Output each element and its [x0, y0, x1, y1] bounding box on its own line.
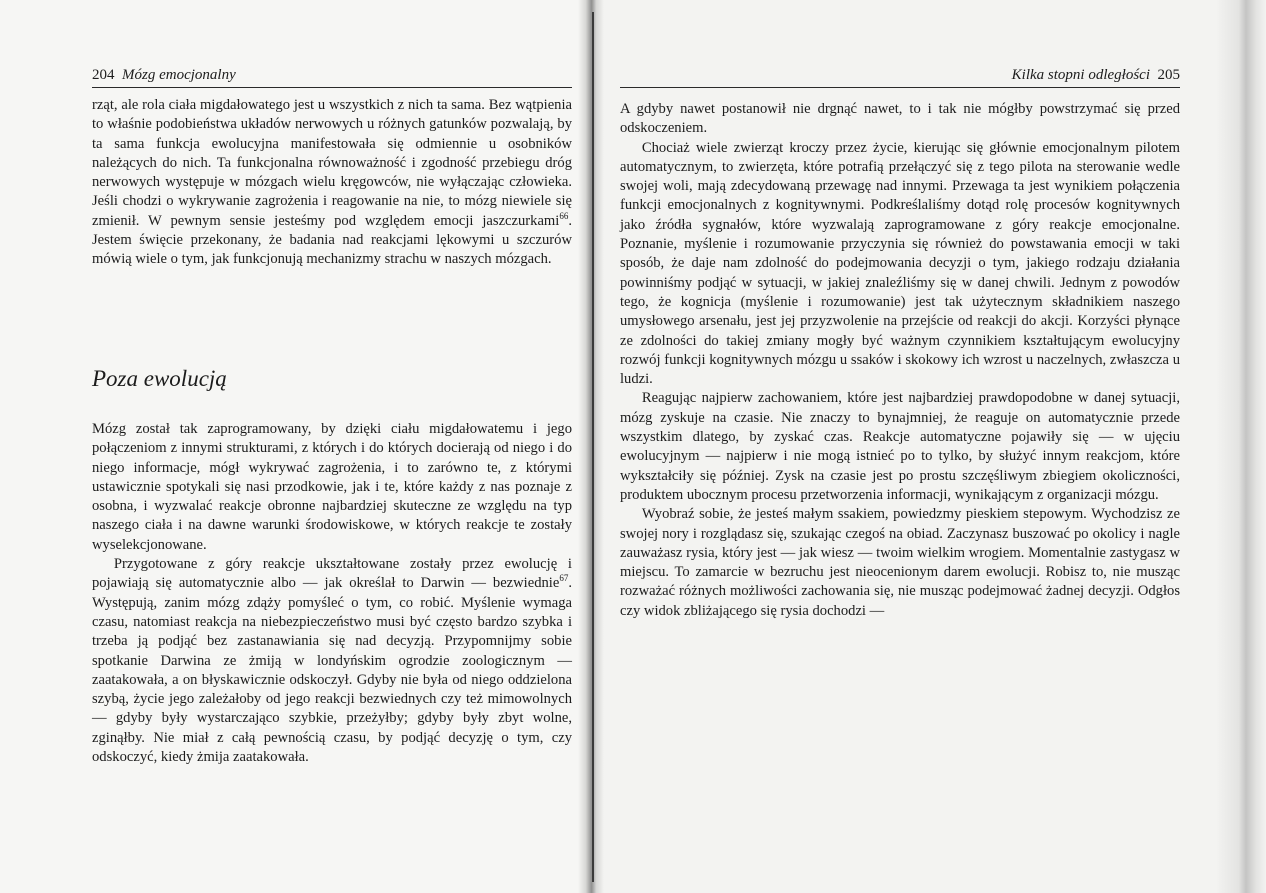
right-paragraph-3: Reagując najpierw zachowaniem, które jest najbardziej prawdopodobne w danej sytuacji, mózg zyskuje na czasie. Nie znaczy to bynajmniej, że reaguje on automatycznie przede wszystkim dlatego, by zyskać czas. Reakcje automatyczne pojawiły się — w ujęciu ewolucyjnym — najpierw i nie mogą istnieć po to tylko, by służyć innym reakcjom, które wykształciły się później. Zysk na czasie jest po prostu szczęśliwym zbiegiem okoliczności, produktem ubocznym procesu przetworzenia informacji, wynikającym z organizacji mózgu. — [620, 390, 1180, 503]
right-body — [620, 100, 1180, 621]
left-paragraph-3: Przygotowane z góry reakcje ukształtowane zostały przez ewolucję i pojawiają się automatycznie albo — jak określał to Darwin — bezwiednie$^{67}$. Występują, zanim mózg zdąży pomyśleć o tym, co robić. Myślenie wymaga czasu, natomiast reakcja na niebezpieczeństwo musi być często bardzo szybka i trzeba ją podjąć bez zastanawiania się nad decyzją. Przypomnijmy sobie spotkanie Darwina ze żmiją w londyńskim ogrodzie zoologicznym — zaatakowała, a on błyskawicznie odskoczył. Gdyby nie była od niego oddzielona szybą, życie jego zależałoby od jego reakcji bezwiednych czy też mimowolnych — gdyby były wystarczająco szybkie, przeżyłby; gdyby były zbyt wolne, zginąłby. Nie miał z całą pewnością czasu, by podjąć decyzję o tym, czy odskoczyć, kiedy żmija zaatakowała. — [92, 556, 572, 766]
left-section-body — [92, 420, 572, 767]
left-page-number: 204 — [92, 67, 115, 83]
left-paragraph-2: Mózg został tak zaprogramowany, by dzięki ciału migdałowatemu i jego połączeniom z innymi strukturami, z których i do których docierają od niego i do niego informacje, mógł wykrywać zagrożenia, i to zarówno te, z którymi ustawicznie spotykali się nasi przodkowie, jak i te, które każdy z nas poznaje z osobna, i wyzwalać reakcje obronne najbardziej skuteczne ze względu na typ naszego ciała i na dawne warunki środowiskowe, w których reakcje te zostały wyselekcjonowane. — [92, 421, 572, 553]
footnote-ref-66: 66 — [559, 210, 569, 221]
section-heading: Poza ewolucją — [92, 366, 227, 391]
right-page-number: 205 — [1157, 67, 1180, 83]
right-paragraph-2: Chociaż wiele zwierząt kroczy przez życie, kierując się głównie emocjonalnym pilotem automatycznym, to zwierzęta, które potrafią przełączyć się z tego pilota na sterowanie wedle swojej woli, mają zdecydowaną przewagę nad innymi. Przewaga ta jest wynikiem połączenia funkcji emocjonalnych z kognitywnymi. Podkreślaliśmy dotąd rolę procesów kognitywnych jako źródła sygnałów, które wyzwalają zaprogramowane z góry reakcje emocjonalne. Poznanie, myślenie i rozumowanie przyczynia się również do powstawania emocji w taki sposób, że daje nam zdolność do podejmowania decyzji o tym, jakiego rodzaju działania powinniśmy podjąć w sytuacji, w jakiej znaleźliśmy się w danej chwili. Jednym z powodów tego, że kognicja (myślenie i rozumowanie) jest tak użytecznym składnikiem naszego umysłowego arsenału, jest jej przyzwolenie na przejście od reakcji do akcji. Korzyści płynące ze zdolności do takiej zmiany mogły być ważnym czynnikiem kształtującym ewolucyjny rozwój funkcji kognitywnych mózgu u ssaków i skokowy ich wzrost u naczelnych, zwłaszcza u ludzi. — [620, 139, 1180, 388]
left-chapter-title: Mózg emocjonalny — [122, 67, 236, 83]
book-spine-line — [592, 12, 594, 882]
right-header-rule — [620, 87, 1180, 88]
left-running-head — [92, 66, 236, 84]
right-page — [592, 0, 1266, 893]
book-gutter-shadow — [578, 0, 604, 893]
page-edge-shadow — [1216, 0, 1266, 893]
right-paragraph-4: Wyobraź sobie, że jesteś małym ssakiem, powiedzmy pieskiem stepowym. Wychodzisz ze swojej nory i rozglądasz się, szukając czegoś na obiad. Zaczynasz buszować po okolicy i nagle zauważasz rysia, który jest — jak wiesz — twoim wielkim wrogiem. Momentalnie zastygasz w miejscu. To zamarcie w bezruchu jest nieocenionym darem ewolucji. Robisz to, nie musząc rozważać różnych możliwości zachowania się, nie musząc podejmować żadnej decyzji. Odgłos czy widok zbliżającego się rysia dochodzi — — [620, 506, 1180, 619]
footnote-ref-67: 67 — [559, 573, 569, 584]
right-paragraph-1: A gdyby nawet postanowił nie drgnąć nawet, to i tak nie mógłby powstrzymać się przed odskoczeniem. — [620, 101, 1180, 137]
left-page — [0, 0, 592, 893]
right-chapter-title: Kilka stopni odległości — [1011, 67, 1150, 83]
left-paragraph-1: rząt, ale rola ciała migdałowatego jest u wszystkich z nich ta sama. Bez wątpienia to właśnie podobieństwa układów nerwowych u różnych gatunków pozwalają, by ta sama funkcja ewolucyjna manifestowała się odmiennie u osobników należących do nich. Ta funkcjonalna równoważność i zgodność przebiegu dróg nerwowych występuje w mózgach wielu kręgowców, nie wyłączając człowieka. Jeśli chodzi o wykrywanie zagrożenia i reagowanie na nie, to mózg niewiele się zmienił. W pewnym sensie jesteśmy pod względem emocji jaszczurkami$^{66}$. Jestem święcie przekonany, że badania nad reakcjami lękowymi u szczurów mówią wiele o tym, jak funkcjonują mechanizmy strachu w naszych mózgach. — [92, 97, 572, 268]
right-running-head — [1012, 66, 1180, 84]
left-header-rule — [92, 87, 572, 88]
